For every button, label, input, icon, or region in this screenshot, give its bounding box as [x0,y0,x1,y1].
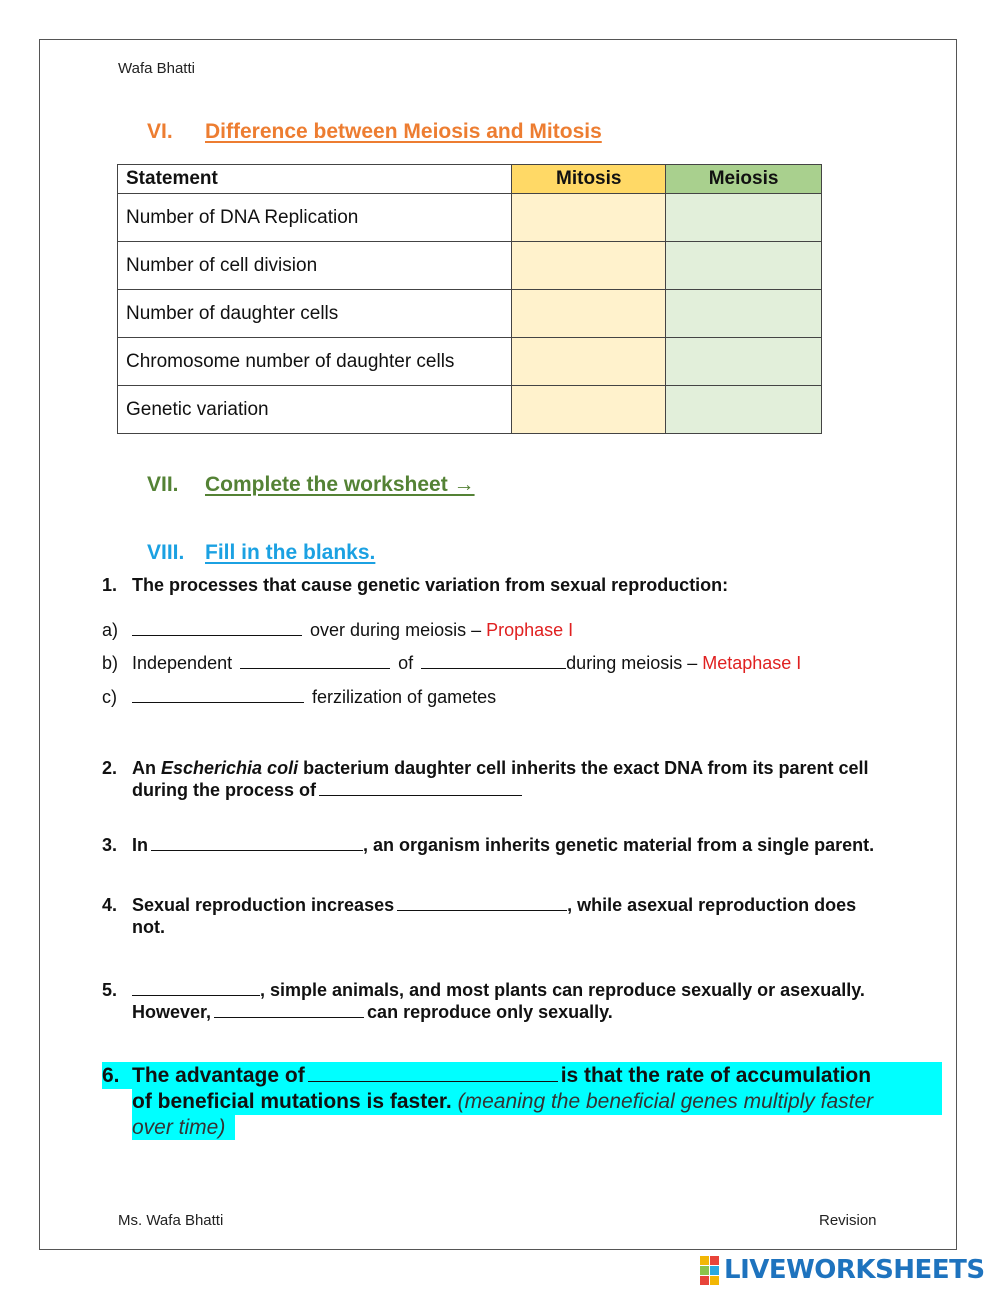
logo-blocks-icon [700,1256,719,1285]
question-text: not. [132,917,165,937]
mitosis-answer-cell[interactable] [512,338,666,386]
mitosis-answer-cell[interactable] [512,194,666,242]
table-row [118,386,822,434]
species-name: Escherichia coli [161,758,299,778]
option-text: ferzilization of gametes [312,687,497,707]
question-1 [102,574,942,596]
question-5 [102,979,952,1025]
row-statement: Number of daughter cells [118,290,512,338]
blank-input[interactable] [151,834,363,851]
question-6 [102,1063,942,1143]
blank-input[interactable] [132,979,260,996]
section-7-number: VII. [147,473,179,496]
question-4 [102,894,952,940]
header-meiosis: Meiosis [666,165,822,194]
meiosis-answer-cell[interactable] [666,242,822,290]
question-text: However, can reproduce only sexually. [132,1002,613,1022]
question-text: The processes that cause genetic variation from sexual reproduction: [132,575,729,595]
row-statement: Chromosome number of daughter cells [118,338,512,386]
section-6-number: VI. [147,120,173,143]
option-text: Independent [132,653,233,673]
question-text: Sexual reproduction increases , while asexual reproduction does [132,895,857,915]
blank-input[interactable] [421,652,566,669]
question-number: 2. [102,758,118,778]
table-row [118,194,822,242]
question-text: during the process of [132,779,525,801]
option-text: over during meiosis – [310,620,482,640]
question-hint: over time) [132,1116,226,1139]
option-hint: Metaphase I [702,653,802,673]
question-text: The advantage of is that the rate of accumulation [132,1064,872,1087]
blank-input[interactable] [308,1063,558,1082]
option-text: during meiosis – [566,653,698,673]
option-label: c) [102,687,117,707]
section-6-title: Difference between Meiosis and Mitosis [205,120,602,143]
meiosis-answer-cell[interactable] [666,338,822,386]
option-a [102,619,573,641]
question-text: of beneficial mutations is faster. (meaning the beneficial genes multiply faster [132,1090,874,1113]
meiosis-answer-cell[interactable] [666,290,822,338]
comparison-table [117,164,822,434]
row-statement: Genetic variation [118,386,512,434]
table-header-row [118,165,822,194]
footer-teacher: Ms. Wafa Bhatti [118,1212,224,1229]
option-hint: Prophase I [486,620,574,640]
question-number: 4. [102,895,118,915]
option-text: of [398,653,414,673]
option-label: a) [102,620,119,640]
liveworksheets-logo[interactable] [700,1255,985,1285]
question-number: 6. [102,1064,120,1087]
table-row [118,338,822,386]
blank-input[interactable] [319,779,522,796]
option-c [102,686,496,708]
header-mitosis: Mitosis [512,165,666,194]
question-3 [102,834,952,856]
section-8-title: Fill in the blanks. [205,541,376,564]
question-text: An Escherichia coli bacterium daughter cell inherits the exact DNA from its parent cell [132,758,869,778]
section-8-heading [147,541,375,565]
meiosis-answer-cell[interactable] [666,386,822,434]
footer-label: Revision [819,1212,877,1229]
option-label: b) [102,653,119,673]
question-2 [102,757,952,803]
brand-name: LIVEWORKSHEETS [724,1255,985,1285]
blank-input[interactable] [132,619,302,636]
option-b [102,652,801,674]
table-row [118,242,822,290]
question-text: , simple animals, and most plants can reproduce sexually or asexually. [132,979,865,1001]
blank-input[interactable] [397,894,567,911]
row-statement: Number of cell division [118,242,512,290]
section-6-heading [147,120,602,144]
blank-input[interactable] [132,686,304,703]
section-7-heading[interactable] [147,473,475,497]
mitosis-answer-cell[interactable] [512,242,666,290]
question-number: 3. [102,835,118,855]
section-8-number: VIII. [147,541,185,564]
mitosis-answer-cell[interactable] [512,290,666,338]
section-7-link[interactable]: Complete the worksheet → [205,473,475,496]
question-number: 1. [102,575,118,595]
header-statement: Statement [118,165,512,194]
question-number: 5. [102,980,118,1000]
blank-input[interactable] [214,1001,364,1018]
blank-input[interactable] [240,652,390,669]
table-row [118,290,822,338]
meiosis-answer-cell[interactable] [666,194,822,242]
row-statement: Number of DNA Replication [118,194,512,242]
question-hint: (meaning the beneficial genes multiply faster [457,1090,874,1113]
mitosis-answer-cell[interactable] [512,386,666,434]
question-text: In , an organism inherits genetic material from a single parent. [132,835,875,855]
header-author: Wafa Bhatti [118,60,195,77]
